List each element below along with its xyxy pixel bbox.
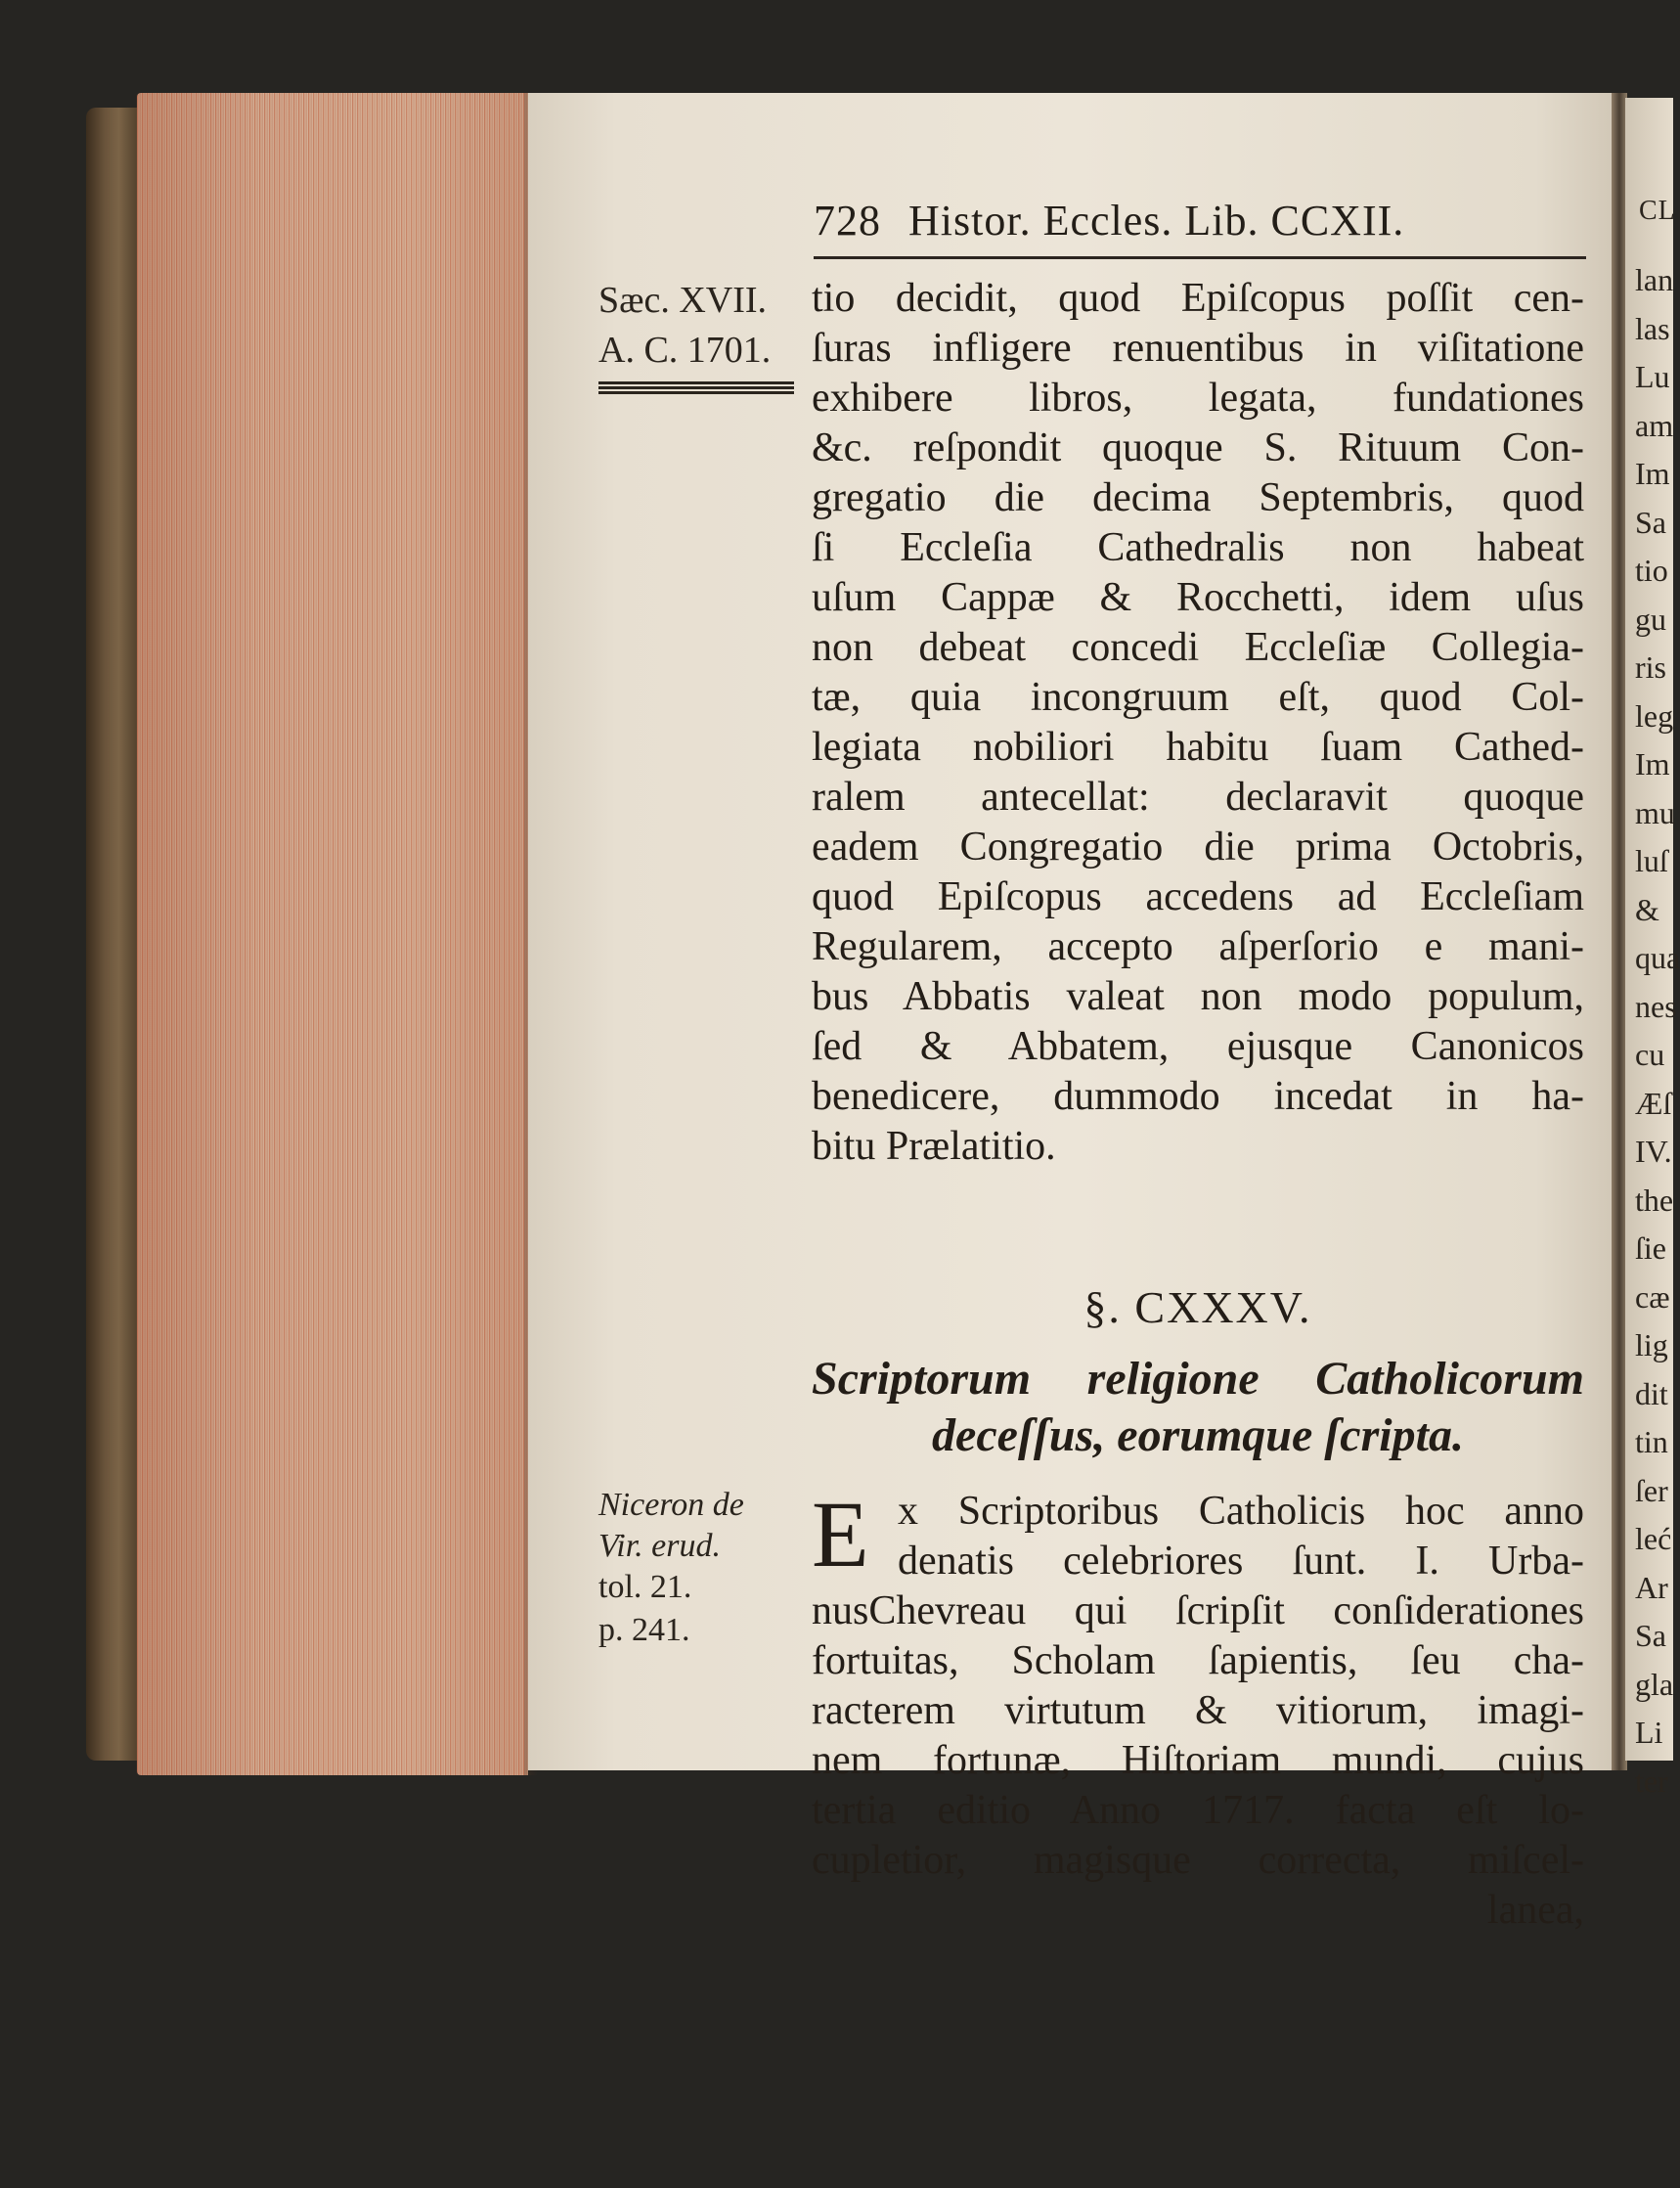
- next-page-fragment: ter: [1635, 1763, 1668, 1799]
- next-page-fragment: dit: [1635, 1375, 1668, 1411]
- next-page-fragment: am: [1635, 407, 1674, 443]
- running-head: [814, 196, 1576, 250]
- next-page-fragment: las: [1635, 310, 1670, 346]
- next-page-fragment: leg: [1635, 697, 1674, 734]
- next-page-fragment: tin: [1635, 1424, 1668, 1459]
- text-line: gregatio die decima Septembris, quod: [812, 475, 1584, 520]
- text-line: quod Epiſcopus accedens ad Eccleſiam: [812, 874, 1584, 919]
- margin-saeculum: Sæc. XVII.: [598, 280, 768, 321]
- text-line: nusChevreau qui ſcripſit conſiderationes: [812, 1588, 1584, 1633]
- text-line: ſuras infligere renuentibus in viſitatione: [812, 326, 1584, 371]
- text-line: nem fortunæ, Hiſtoriam mundi, cujus: [812, 1738, 1584, 1783]
- text-line: legiata nobiliori habitu ſuam Cathed-: [812, 725, 1584, 770]
- text-line: exhibere libros, legata, fundationes: [812, 376, 1584, 421]
- next-page-fragment: gu: [1635, 601, 1666, 637]
- next-page-fragment: ſie: [1635, 1230, 1666, 1266]
- text-line: benedicere, dummodo incedat in ha-: [812, 1074, 1584, 1119]
- text-line: &c. reſpondit quoque S. Rituum Con-: [812, 425, 1584, 470]
- next-page-fragment: cæ: [1635, 1278, 1670, 1315]
- head-rule: [814, 256, 1586, 259]
- section-number: §. CXXXV.: [1083, 1282, 1312, 1332]
- next-page-fragment: luſ: [1635, 843, 1668, 878]
- text-line: denatis celebriores ſunt. I. Urba-: [898, 1539, 1584, 1584]
- next-page-fragment: Ar: [1635, 1569, 1668, 1605]
- text-line: racterem virtutum & vitiorum, imagi-: [812, 1688, 1584, 1733]
- running-title: Histor. Eccles. Lib. CCXII.: [908, 197, 1405, 245]
- catchword: lanea,: [1486, 1888, 1584, 1933]
- margin-anno: A. C. 1701.: [598, 330, 772, 371]
- next-page-fragment: Im: [1635, 746, 1670, 781]
- margin-rule: [598, 381, 794, 395]
- text-line: tio decidit, quod Epiſcopus poſſit cen-: [812, 276, 1584, 321]
- section-title-line: Scriptorum religione Catholicorum: [812, 1353, 1584, 1405]
- next-page-fragment: mu: [1635, 794, 1675, 830]
- text-line: ſed & Abbatem, ejusque Canonicos: [812, 1024, 1584, 1069]
- next-page-fragment: lan: [1635, 262, 1674, 297]
- next-page-head: CL: [1639, 196, 1676, 226]
- next-page-fragment: nes: [1635, 988, 1677, 1024]
- next-page-fragment: ſer: [1635, 1472, 1668, 1508]
- next-page-fragment: ris: [1635, 649, 1666, 685]
- margin-citation-line: tol. 21.: [598, 1569, 692, 1605]
- next-page-fragment: tio: [1635, 553, 1668, 588]
- paragraph-2: [812, 1482, 1584, 1936]
- next-page-fragment: qua: [1635, 940, 1680, 975]
- text-line: fortuitas, Scholam ſapientis, ſeu cha-: [812, 1638, 1584, 1683]
- next-page-fragment: leć: [1635, 1521, 1672, 1556]
- next-page-fragment: Sa: [1635, 504, 1666, 540]
- text-line: eadem Congregatio die prima Octobris,: [812, 825, 1584, 870]
- text-line: bitu Prælatitio.: [812, 1124, 1056, 1169]
- next-page-fragment: Li: [1635, 1715, 1663, 1750]
- next-page-fragment: lig: [1635, 1327, 1668, 1362]
- next-page-fragment: Sa: [1635, 1618, 1666, 1653]
- drop-cap: E: [812, 1482, 869, 1586]
- text-line: non debeat concedi Eccleſiæ Collegia-: [812, 625, 1584, 670]
- text-line: x Scriptoribus Catholicis hoc anno: [898, 1489, 1584, 1534]
- margin-citation-line: Vir. erud.: [598, 1528, 721, 1564]
- text-line: ralem antecellat: declaravit quoque: [812, 775, 1584, 820]
- paragraph-1: [812, 274, 1584, 1172]
- next-page-fragment: IV.: [1635, 1134, 1672, 1169]
- margin-citation-line: p. 241.: [598, 1612, 690, 1648]
- page-edges: [137, 93, 528, 1775]
- next-page-fragment: cu: [1635, 1037, 1665, 1072]
- next-page-fragment: Æſ: [1635, 1085, 1672, 1121]
- next-page-fragment: the: [1635, 1182, 1674, 1218]
- next-page-fragment: &: [1635, 891, 1659, 927]
- next-page-fragment: gla: [1635, 1666, 1674, 1702]
- text-line: tæ, quia incongruum eſt, quod Col-: [812, 675, 1584, 720]
- text-line: cupletior, magisque correcta, miſcel-: [812, 1838, 1584, 1883]
- book-spine: [86, 108, 141, 1761]
- page-number: 728: [814, 197, 881, 245]
- section-title-line: deceſſus, eorumque ſcripta.: [932, 1409, 1464, 1461]
- text-line: Regularem, accepto aſperſorio e mani-: [812, 924, 1584, 969]
- margin-citation-line: Niceron de: [598, 1487, 744, 1523]
- next-page-fragment: Lu: [1635, 359, 1670, 394]
- text-line: ſi Eccleſia Cathedralis non habeat: [812, 525, 1584, 570]
- text-line: bus Abbatis valeat non modo populum,: [812, 974, 1584, 1019]
- next-page-strip: [1625, 98, 1680, 1799]
- next-page-fragment: Im: [1635, 456, 1670, 491]
- text-line: uſum Cappæ & Rocchetti, idem uſus: [812, 575, 1584, 620]
- text-line: tertia editio Anno 1717. facta eſt lo-: [812, 1788, 1584, 1833]
